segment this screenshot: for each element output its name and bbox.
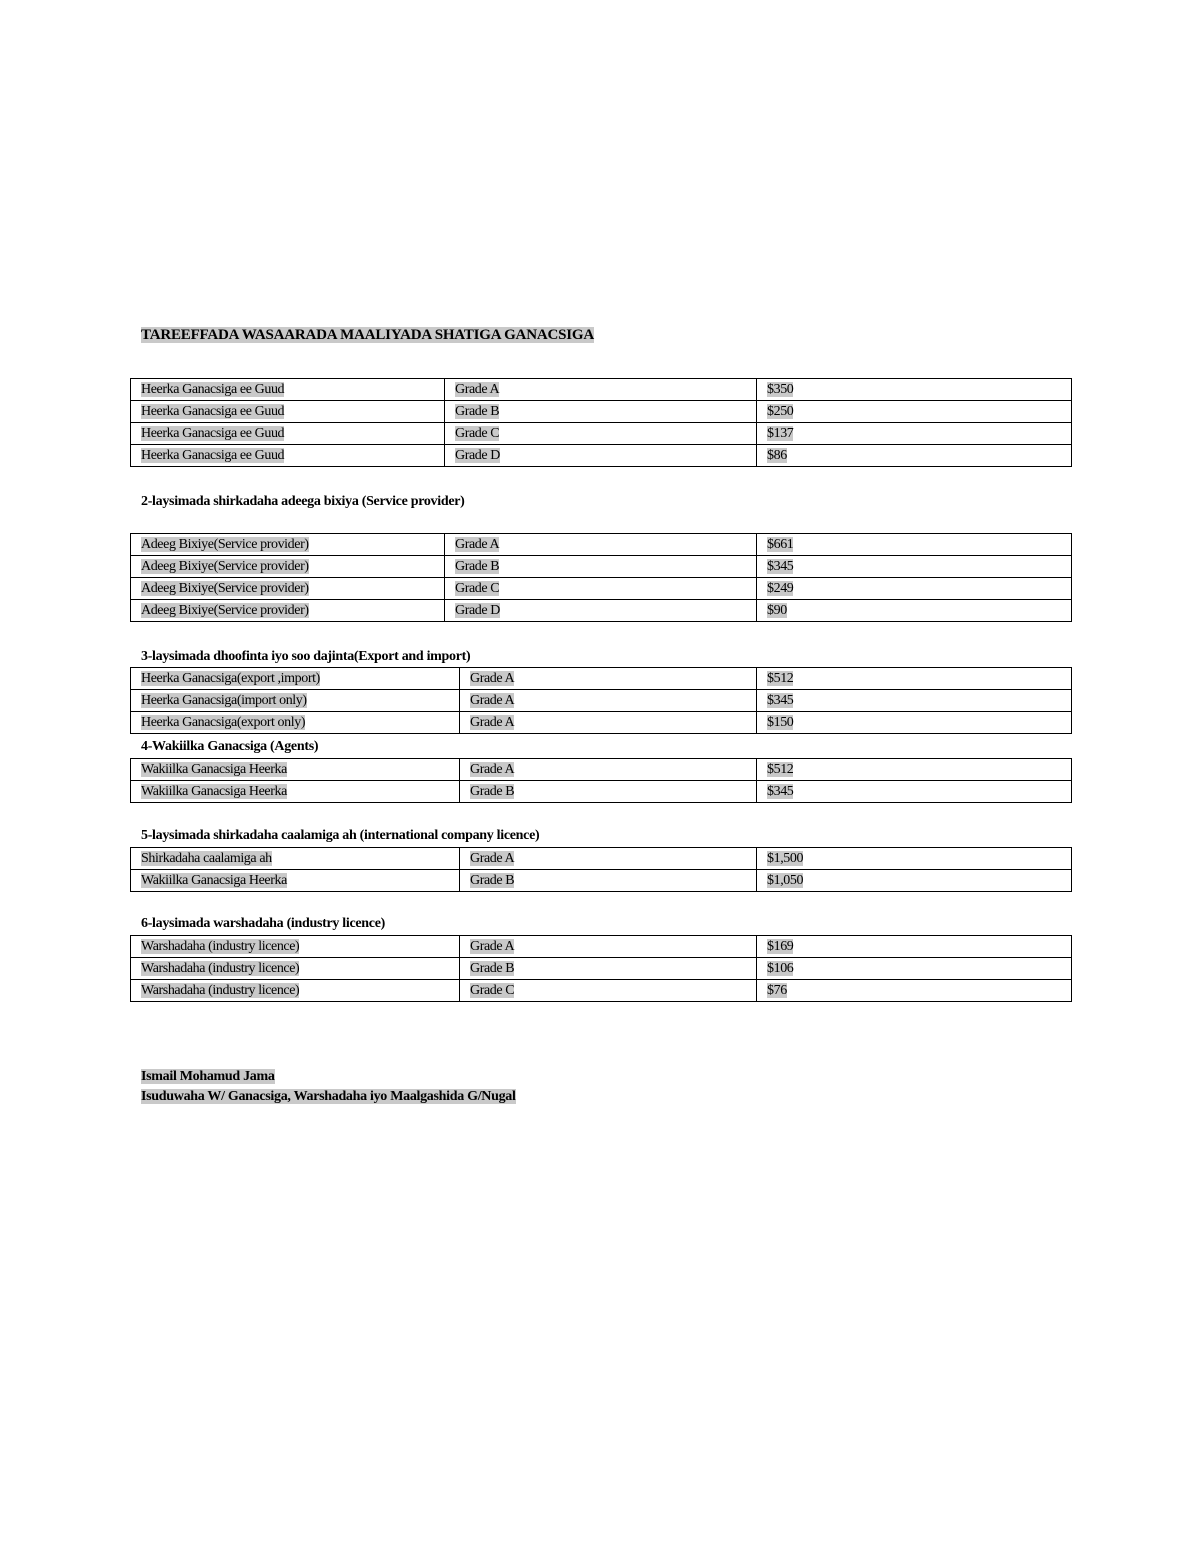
fee-cell-text: $86 (767, 447, 787, 463)
license-type-cell (131, 712, 460, 734)
fee-table-agents (130, 758, 1072, 803)
table-row (131, 445, 1072, 467)
grade-cell-text: Grade B (470, 783, 515, 799)
grade-cell (460, 980, 757, 1002)
fee-cell-text: $345 (767, 692, 794, 708)
license-type-cell-text: Wakiilka Ganacsiga Heerka (141, 761, 287, 777)
table-row (131, 379, 1072, 401)
fee-cell (757, 401, 1072, 423)
fee-cell (757, 712, 1072, 734)
section-heading-agents: 4-Wakiilka Ganacsiga (Agents) (141, 739, 319, 754)
grade-cell-text: Grade D (455, 447, 501, 463)
fee-cell-text: $1,050 (767, 872, 804, 888)
grade-cell-text: Grade A (470, 761, 515, 777)
grade-cell (460, 870, 757, 892)
license-type-cell (131, 379, 445, 401)
grade-cell-text: Grade C (455, 580, 500, 596)
grade-cell-text: Grade A (455, 536, 500, 552)
signature-name: Ismail Mohamud Jama (141, 1069, 275, 1084)
license-type-cell (131, 556, 445, 578)
table-row (131, 668, 1072, 690)
table-row (131, 690, 1072, 712)
fee-table-service-provider (130, 533, 1072, 622)
fee-cell (757, 578, 1072, 600)
table-row (131, 423, 1072, 445)
grade-cell (460, 712, 757, 734)
grade-cell (460, 848, 757, 870)
fee-cell-text: $250 (767, 403, 794, 419)
license-type-cell (131, 781, 460, 803)
grade-cell-text: Grade A (470, 850, 515, 866)
grade-cell-text: Grade A (470, 938, 515, 954)
fee-cell (757, 690, 1072, 712)
fee-cell (757, 936, 1072, 958)
fee-cell-text: $249 (767, 580, 794, 596)
grade-cell (460, 668, 757, 690)
table-row (131, 600, 1072, 622)
grade-cell-text: Grade D (455, 602, 501, 618)
license-type-cell-text: Heerka Ganacsiga(export ,import) (141, 670, 320, 686)
table-row (131, 712, 1072, 734)
license-type-cell-text: Heerka Ganacsiga(import only) (141, 692, 307, 708)
grade-cell (460, 936, 757, 958)
license-type-cell (131, 401, 445, 423)
fee-cell-text: $76 (767, 982, 787, 998)
license-type-cell-text: Warshadaha (industry licence) (141, 960, 300, 976)
grade-cell (445, 534, 757, 556)
license-type-cell-text: Adeeg Bixiye(Service provider) (141, 580, 309, 596)
license-type-cell (131, 870, 460, 892)
table-row (131, 848, 1072, 870)
fee-cell-text: $169 (767, 938, 794, 954)
table-row (131, 870, 1072, 892)
license-type-cell (131, 936, 460, 958)
license-type-cell-text: Adeeg Bixiye(Service provider) (141, 602, 309, 618)
grade-cell-text: Grade B (470, 872, 515, 888)
license-type-cell (131, 445, 445, 467)
license-type-cell (131, 958, 460, 980)
fee-cell (757, 980, 1072, 1002)
fee-cell-text: $345 (767, 783, 794, 799)
fee-cell-text: $350 (767, 381, 794, 397)
grade-cell (445, 578, 757, 600)
license-type-cell-text: Heerka Ganacsiga(export only) (141, 714, 306, 730)
section-heading-service-provider: 2-laysimada shirkadaha adeega bixiya (Service provider) (141, 494, 465, 509)
grade-cell-text: Grade A (470, 714, 515, 730)
fee-cell-text: $1,500 (767, 850, 804, 866)
table-row (131, 534, 1072, 556)
fee-cell-text: $512 (767, 761, 794, 777)
table-row (131, 759, 1072, 781)
fee-cell (757, 423, 1072, 445)
license-type-cell-text: Warshadaha (industry licence) (141, 982, 300, 998)
fee-cell-text: $137 (767, 425, 794, 441)
section-heading-export-import: 3-laysimada dhoofinta iyo soo dajinta(Export and import) (141, 649, 471, 664)
license-type-cell (131, 534, 445, 556)
license-type-cell-text: Heerka Ganacsiga ee Guud (141, 425, 285, 441)
fee-cell (757, 668, 1072, 690)
table-row (131, 980, 1072, 1002)
license-type-cell (131, 980, 460, 1002)
grade-cell (460, 690, 757, 712)
table-row (131, 556, 1072, 578)
fee-cell (757, 600, 1072, 622)
grade-cell (460, 781, 757, 803)
fee-cell (757, 870, 1072, 892)
fee-cell (757, 556, 1072, 578)
grade-cell-text: Grade B (455, 558, 500, 574)
license-type-cell-text: Wakiilka Ganacsiga Heerka (141, 872, 287, 888)
license-type-cell-text: Adeeg Bixiye(Service provider) (141, 558, 309, 574)
grade-cell-text: Grade A (455, 381, 500, 397)
grade-cell (445, 379, 757, 401)
license-type-cell (131, 423, 445, 445)
table-row (131, 401, 1072, 423)
signature-position: Isuduwaha W/ Ganacsiga, Warshadaha iyo Maalgashida G/Nugal (141, 1089, 516, 1104)
fee-cell-text: $150 (767, 714, 794, 730)
fee-cell (757, 534, 1072, 556)
section-heading-international: 5-laysimada shirkadaha caalamiga ah (international company licence) (141, 828, 540, 843)
table-row (131, 781, 1072, 803)
license-type-cell (131, 600, 445, 622)
fee-cell-text: $106 (767, 960, 794, 976)
grade-cell (445, 401, 757, 423)
grade-cell-text: Grade A (470, 670, 515, 686)
fee-table-export-import (130, 667, 1072, 734)
license-type-cell-text: Heerka Ganacsiga ee Guud (141, 447, 285, 463)
license-type-cell (131, 759, 460, 781)
license-type-cell (131, 668, 460, 690)
license-type-cell-text: Wakiilka Ganacsiga Heerka (141, 783, 287, 799)
fee-cell-text: $512 (767, 670, 794, 686)
table-row (131, 578, 1072, 600)
fee-cell (757, 781, 1072, 803)
fee-table-general (130, 378, 1072, 467)
license-type-cell-text: Shirkadaha caalamiga ah (141, 850, 272, 866)
section-heading-industry: 6-laysimada warshadaha (industry licence) (141, 916, 385, 931)
fee-cell-text: $90 (767, 602, 787, 618)
license-type-cell (131, 848, 460, 870)
license-type-cell (131, 578, 445, 600)
license-type-cell-text: Heerka Ganacsiga ee Guud (141, 403, 285, 419)
grade-cell (445, 600, 757, 622)
fee-cell (757, 379, 1072, 401)
grade-cell (460, 958, 757, 980)
license-type-cell-text: Heerka Ganacsiga ee Guud (141, 381, 285, 397)
fee-cell-text: $345 (767, 558, 794, 574)
grade-cell-text: Grade B (470, 960, 515, 976)
fee-cell-text: $661 (767, 536, 794, 552)
fee-cell (757, 958, 1072, 980)
grade-cell-text: Grade B (455, 403, 500, 419)
grade-cell-text: Grade C (455, 425, 500, 441)
grade-cell (445, 556, 757, 578)
grade-cell (445, 445, 757, 467)
grade-cell (460, 759, 757, 781)
license-type-cell-text: Warshadaha (industry licence) (141, 938, 300, 954)
license-type-cell (131, 690, 460, 712)
fee-cell (757, 848, 1072, 870)
fee-table-industry (130, 935, 1072, 1002)
grade-cell-text: Grade A (470, 692, 515, 708)
table-row (131, 958, 1072, 980)
fee-table-international (130, 847, 1072, 892)
fee-cell (757, 445, 1072, 467)
grade-cell (445, 423, 757, 445)
table-row (131, 936, 1072, 958)
document-title: TAREEFFADA WASAARADA MAALIYADA SHATIGA GANACSIGA (141, 327, 594, 343)
fee-cell (757, 759, 1072, 781)
grade-cell-text: Grade C (470, 982, 515, 998)
license-type-cell-text: Adeeg Bixiye(Service provider) (141, 536, 309, 552)
